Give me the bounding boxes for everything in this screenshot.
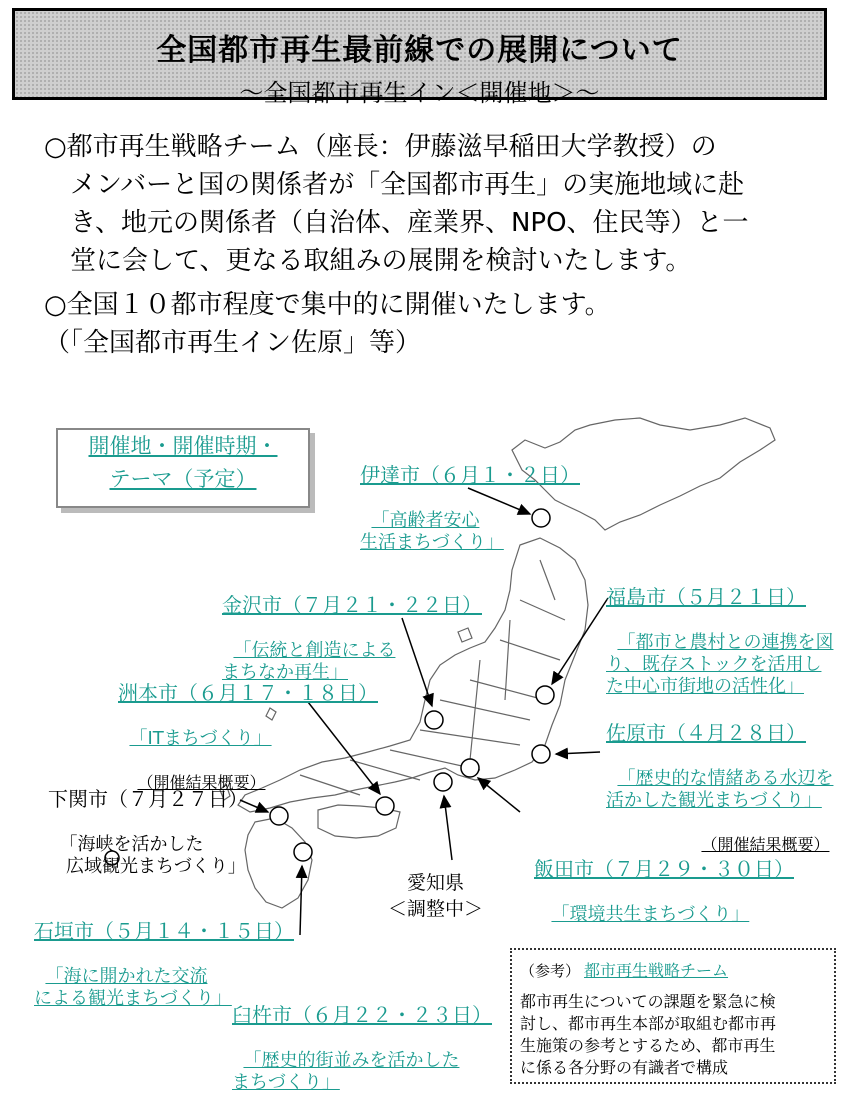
venue-sumoto-theme[interactable]: 「ITまちづくり」 xyxy=(129,728,272,749)
legend-line-1: 開催地・開催時期・ xyxy=(88,434,278,458)
venue-sawara-results-link[interactable]: （開催結果概要） xyxy=(701,835,830,854)
venue-shimonoseki-title[interactable]: 下関市（７月２７日） xyxy=(48,787,248,811)
venue-date-title[interactable]: 伊達市（６月１・２日） xyxy=(360,463,580,487)
arrow-sawara xyxy=(556,752,600,754)
venue-shimonoseki-theme[interactable]: 「海峡を活かした 広域観光まちづくり」 xyxy=(59,834,246,877)
arrow-aichi xyxy=(444,796,452,860)
strategy-team-link[interactable]: 都市再生戦略チーム xyxy=(584,961,729,980)
venue-date-theme[interactable]: 「高齢者安心 生活まちづくり」 xyxy=(360,510,504,553)
reference-text: 都市再生についての課題を緊急に検 討し、都市再生本部が取組む都市再 生施策の参考とするため、都市再生 に係る各分野の有識者で構成 xyxy=(520,992,777,1077)
legend-line-2: テーマ（予定） xyxy=(109,467,257,491)
venue-usuki[interactable] xyxy=(232,958,492,1094)
venue-fukushima-title[interactable]: 福島市（５月２１日） xyxy=(606,585,806,609)
reference-label: （参考） xyxy=(520,962,581,980)
marker-sawara xyxy=(532,745,550,763)
arrow-iida xyxy=(478,778,520,812)
marker-kanazawa xyxy=(425,711,443,729)
venue-ishigaki-title[interactable]: 石垣市（５月１４・１５日） xyxy=(34,919,294,943)
venue-fukushima-theme[interactable]: 「都市と農村との連携を図 り、既存ストックを活用し た中心市街地の活性化」 xyxy=(606,632,834,697)
venue-shimonoseki[interactable] xyxy=(48,742,248,878)
venue-ishigaki-theme[interactable]: 「海に開かれた交流 による観光まちづくり」 xyxy=(34,966,232,1009)
marker-shimonoseki xyxy=(270,807,288,825)
marker-usuki xyxy=(294,843,312,861)
venue-kanazawa-title[interactable]: 金沢市（７月２１・２２日） xyxy=(222,593,482,617)
venue-iida-theme[interactable]: 「環境共生まちづくり」 xyxy=(551,904,750,925)
legend-box xyxy=(56,428,310,508)
marker-aichi xyxy=(434,773,452,791)
venue-fukushima[interactable] xyxy=(606,540,833,698)
venue-kanazawa-theme[interactable]: 「伝統と創造による まちなか再生」 xyxy=(222,640,396,683)
venue-sumoto-results-link[interactable]: （開催結果概要） xyxy=(137,773,266,792)
venue-sawara-title[interactable]: 佐原市（４月２８日） xyxy=(606,721,806,745)
marker-fukushima xyxy=(536,686,554,704)
marker-sumoto xyxy=(376,797,394,815)
venue-sumoto-title[interactable]: 洲本市（６月１７・１８日） xyxy=(118,681,378,705)
venue-count-paragraph: ○全国１０都市程度で集中的に開催いたします。 （「全国都市再生イン佐原」等） xyxy=(44,290,611,358)
venue-aichi: 愛知県 ＜調整中＞ xyxy=(388,872,484,920)
arrow-usuki xyxy=(300,866,302,935)
reference-header xyxy=(520,958,826,981)
venue-date[interactable] xyxy=(360,418,580,554)
venue-sawara-theme[interactable]: 「歴史的な情緒ある水辺を 活かした観光まちづくり」 xyxy=(606,768,834,811)
page-subtitle: ～全国都市再生イン＜開催地＞～ xyxy=(239,79,600,107)
venue-usuki-theme[interactable]: 「歴史的街並みを活かした まちづくり」 xyxy=(232,1050,460,1093)
page-title: 全国都市再生最前線での展開について xyxy=(156,33,683,68)
intro-paragraph: ○都市再生戦略チーム（座長：伊藤滋早稲田大学教授）の メンバーと国の関係者が「全国都市再生」の実施地域に赴 き、地元の関係者（自治体、産業界、NPO、住民等）と一 堂に会して、更なる取組みの展開を検討いたします。 xyxy=(44,132,749,276)
venue-iida[interactable] xyxy=(534,812,794,926)
reference-box xyxy=(510,948,836,1084)
venue-usuki-title[interactable]: 臼杵市（６月２２・２３日） xyxy=(232,1003,492,1027)
arrow-fukushima xyxy=(552,598,608,684)
marker-iida xyxy=(461,759,479,777)
venue-iida-title[interactable]: 飯田市（７月２９・３０日） xyxy=(534,857,794,881)
